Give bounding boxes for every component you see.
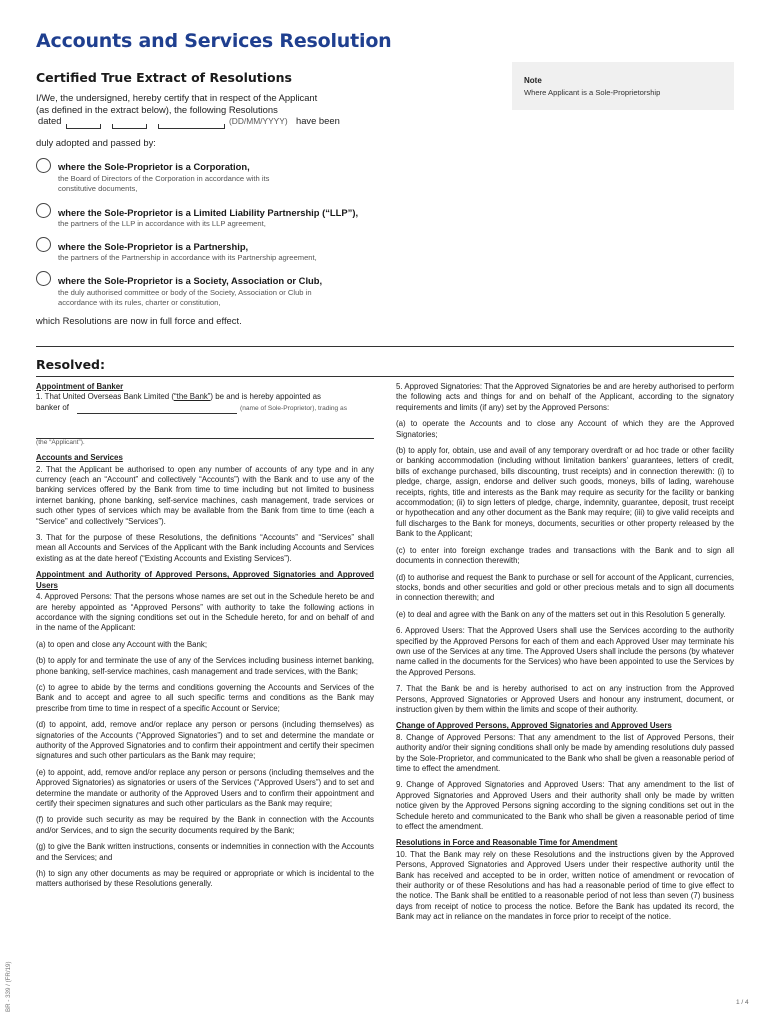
option-desc-society-2: accordance with its rules, charter or constitution, bbox=[58, 298, 221, 307]
section-subtitle: Certified True Extract of Resolutions bbox=[36, 70, 292, 85]
p1-start: 1. That United Overseas Bank Limited ( bbox=[36, 392, 175, 402]
paragraph-3: 3. That for the purpose of these Resolutions, the definitions “Accounts” and “Services” shall mean all Accounts and Services of the Applicant with the Bank including Accounts and Services existing as at the date hereof (“Existing Accounts and Existing Services”). bbox=[36, 533, 374, 563]
date-year-field[interactable] bbox=[158, 124, 225, 129]
heading-resolutions-force: Resolutions in Force and Reasonable Time for Amendment bbox=[396, 838, 618, 848]
paragraph-4e: (e) to appoint, add, remove and/or replace any person or persons (including themselves and the Approved Signatories) as signatories or users of the Services (“Approved Users”) and to set and determine the mandate or authority of the Approved Users and to confirm their appointment and certify their specimen signatures and such other particulars as the Bank may require; bbox=[36, 767, 374, 808]
paragraph-9: 9. Change of Approved Signatories and Approved Users: That any amendment to the list of Approved Signatories and Approved Users and their authority shall only be made by written notice given by the Approved Persons signing according to the signing conditions set out in the Schedule hereto and communicated to the Bank who shall be given a reasonable period of time to effect the amendment. bbox=[396, 780, 734, 832]
p1-end: ) be and is hereby appointed as bbox=[210, 392, 321, 402]
name-sole-hint: (name of Sole-Proprietor), trading as bbox=[240, 404, 348, 412]
paragraph-4f: (f) to provide such security as may be required by the Bank in connection with the Accounts and/or Services, and to sign the security documents required by the Bank; bbox=[36, 815, 374, 835]
paragraph-5d: (d) to authorise and request the Bank to purchase or sell for account of the Applicant, currencies, stocks, bonds and other securities and gold or other precious metals and to sign all documents in connection therewith; and bbox=[396, 572, 734, 603]
radio-society[interactable] bbox=[36, 271, 51, 286]
paragraph-10: 10. That the Bank may rely on these Resolutions and the instructions given by the Approved Persons, Approved Signatories and Approved Users under their respective authority until the Bank has received and accepted to be in order, written notice of amendment or revocation of their authority or of these Resolutions and has had a reasonable period of time to give effect to the notice. The Bank shall be entitled to a reasonable period of not less than seven (7) business days from receipt of notice to process the notice. Before the Bank has updated its record, the Bank may act in reliance on the mandates in force prior to receipt of the notice. bbox=[396, 849, 734, 922]
option-desc-corporation-2: constitutive documents, bbox=[58, 184, 138, 193]
option-desc-partnership-1: the partners of the Partnership in accordance with its Partnership agreement, bbox=[58, 253, 317, 262]
date-format-hint: (DD/MM/YYYY) bbox=[229, 116, 288, 126]
form-code: BR - 339 / (FR/19) bbox=[5, 961, 12, 1012]
dated-label: dated bbox=[38, 115, 62, 126]
left-column bbox=[36, 382, 374, 896]
paragraph-4: 4. Approved Persons: That the persons whose names are set out in the Schedule hereto be and are hereby appointed as “Approved Persons” with authority to take the following actions in accordance with the signing conditions set out in the Schedule hereto, for and on behalf of and in the name of the Applicant: bbox=[36, 592, 374, 633]
paragraph-8: 8. Change of Approved Persons: That any amendment to the list of Approved Persons, their authority and/or their signing conditions shall only be made by amending resolutions duly passed by the Sole-Proprietor, and communicated to the Bank who shall be given a reasonable period of time to effect the amendment. bbox=[396, 732, 734, 773]
in-force-text: which Resolutions are now in full force and effect. bbox=[36, 315, 242, 326]
paragraph-7: 7. That the Bank be and is hereby authorised to act on any instruction from the Approved Persons, Approved Signatories or Approved Users and honour any instrument, document, or instruction given by them within the limits and scope of their authority. bbox=[396, 684, 734, 714]
paragraph-4d: (d) to appoint, add, remove and/or replace any person or persons (including themselves) as signatories of the Accounts (“Approved Signatories”) and to set and determine the mandate or authority of the Approved Signatories and to confirm their appointment and certify their specimen signatures and such other particulars as the Bank may require; bbox=[36, 720, 374, 761]
resolved-heading: Resolved: bbox=[36, 357, 105, 372]
paragraph-4c: (c) to agree to abide by the terms and conditions governing the Accounts and Services of the Bank and to accept and agree to all such specific terms and conditions as the Bank may prescribe from time to time in respect of a specific Account or Service; bbox=[36, 682, 374, 713]
option-heading-partnership: where the Sole-Proprietor is a Partnership, bbox=[58, 241, 249, 252]
document-title: Accounts and Services Resolution bbox=[36, 30, 392, 52]
paragraph-4g: (g) to give the Bank written instructions, consents or indemnities in connection with the Accounts and the Services; and bbox=[36, 842, 374, 862]
heading-change-approved: Change of Approved Persons, Approved Signatories and Approved Users bbox=[396, 721, 672, 731]
banker-name-field[interactable] bbox=[77, 413, 237, 414]
paragraph-5b: (b) to apply for, obtain, use and avail of any temporary overdraft or ad hoc trade or other facility or banking accommodation (including without limitation bankers’ guarantees, letters of credit, bills of exchange purchased, bills discounting, trust receipts) and in connection therewith: (i) to pledge, charge, assign, endorse and deliver such goods, moneys, bills of lading, warehouse receipts, rights, title and interests as the Bank may require as security for the facility or banking accommodation; (ii) to sign letters of pledge, charge, indemnity, guarantee, deposit, trust receipt or hypothecation and any other document as the Bank may require; (iii) to give valid receipts and full discharges to the Bank for moneys, documents, securities or other property released by the Bank to the Applicant; bbox=[396, 446, 734, 539]
heading-approved-persons: Appointment and Authority of Approved Persons, Approved Signatories and Approved Users bbox=[36, 570, 374, 590]
paragraph-2: 2. That the Applicant be authorised to open any number of accounts of any type and in any currency (each an “Account” and collectively “Accounts”) with the Bank and to use any of the banking services offered by the Bank from time to time including but not limited to business internet banking, phone banking, self-service machines, cash management, trade services or such other types of services which may be available from the Bank from time to time (each a “Service” and collectively “Services”). bbox=[36, 464, 374, 526]
section-divider bbox=[36, 346, 734, 347]
heading-appointment-banker: Appointment of Banker bbox=[36, 382, 124, 391]
date-month-field[interactable] bbox=[112, 124, 147, 129]
paragraph-4a: (a) to open and close any Account with the Bank; bbox=[36, 639, 208, 649]
page-number: 1 / 4 bbox=[736, 999, 749, 1006]
radio-partnership[interactable] bbox=[36, 237, 51, 252]
p1-banker-of: banker of bbox=[36, 402, 69, 412]
paragraph-5: 5. Approved Signatories: That the Approved Signatories be and are hereby authorised to perform the following acts and things for and on behalf of the Applicant, according to the signatory requirements and limits (if any) set by the Approved Persons: bbox=[396, 382, 734, 412]
note-box bbox=[512, 62, 734, 110]
option-heading-society: where the Sole-Proprietor is a Society, Association or Club, bbox=[58, 275, 323, 286]
paragraph-5a: (a) to operate the Accounts and to close any Account of which they are the Approved Signatories; bbox=[396, 419, 734, 439]
option-heading-corporation: where the Sole-Proprietor is a Corporation, bbox=[58, 161, 250, 172]
paragraph-5e: (e) to deal and agree with the Bank on any of the matters set out in this Resolution 5 generally. bbox=[396, 609, 726, 619]
note-body: Where Applicant is a Sole-Proprietorship bbox=[524, 88, 661, 97]
duly-adopted-label: duly adopted and passed by: bbox=[36, 137, 156, 148]
option-desc-society-1: the duly authorised committee or body of the Society, Association or Club in bbox=[58, 288, 312, 297]
paragraph-4h: (h) to sign any other documents as may be required or appropriate or which is incidental to the matters authorised by these Resolutions generally. bbox=[36, 869, 374, 889]
paragraph-5c: (c) to enter into foreign exchange trades and transactions with the Bank and to sign all documents in connection therewith; bbox=[396, 545, 734, 566]
paragraph-6: 6. Approved Users: That the Approved Users shall use the Services according to the authority specified by the Approved Persons for each of them and each Approved User may terminate his own use of the Services at any time. The Approved Users shall include the persons (by whatever name called in the documents for the Services) who have been appointed to use the Services by the Approved Persons. bbox=[396, 626, 734, 677]
option-heading-llp: where the Sole-Proprietor is a Limited Liability Partnership (“LLP”), bbox=[58, 207, 359, 218]
trading-as-field[interactable] bbox=[36, 438, 374, 439]
right-column bbox=[396, 382, 734, 929]
have-been-label: have been bbox=[296, 115, 340, 126]
note-title: Note bbox=[524, 76, 542, 85]
resolved-divider bbox=[36, 376, 734, 377]
date-day-field[interactable] bbox=[66, 124, 101, 129]
option-desc-corporation-1: the Board of Directors of the Corporation in accordance with its bbox=[58, 174, 270, 183]
radio-llp[interactable] bbox=[36, 203, 51, 218]
paragraph-4b: (b) to apply for and terminate the use of any of the Services including business internet banking, phone banking, self-service machines, cash management and trade services, with the Bank; bbox=[36, 656, 374, 676]
heading-accounts-services: Accounts and Services bbox=[36, 453, 123, 463]
radio-corporation[interactable] bbox=[36, 158, 51, 173]
option-desc-llp-1: the partners of the LLP in accordance with its LLP agreement, bbox=[58, 219, 266, 228]
intro-line-1: I/We, the undersigned, hereby certify that in respect of the Applicant bbox=[36, 92, 318, 103]
intro-line-2: (as defined in the extract below), the following Resolutions bbox=[36, 104, 278, 115]
p1-bank-term: “the Bank” bbox=[174, 392, 211, 402]
applicant-hint: (the “Applicant”). bbox=[36, 438, 85, 446]
